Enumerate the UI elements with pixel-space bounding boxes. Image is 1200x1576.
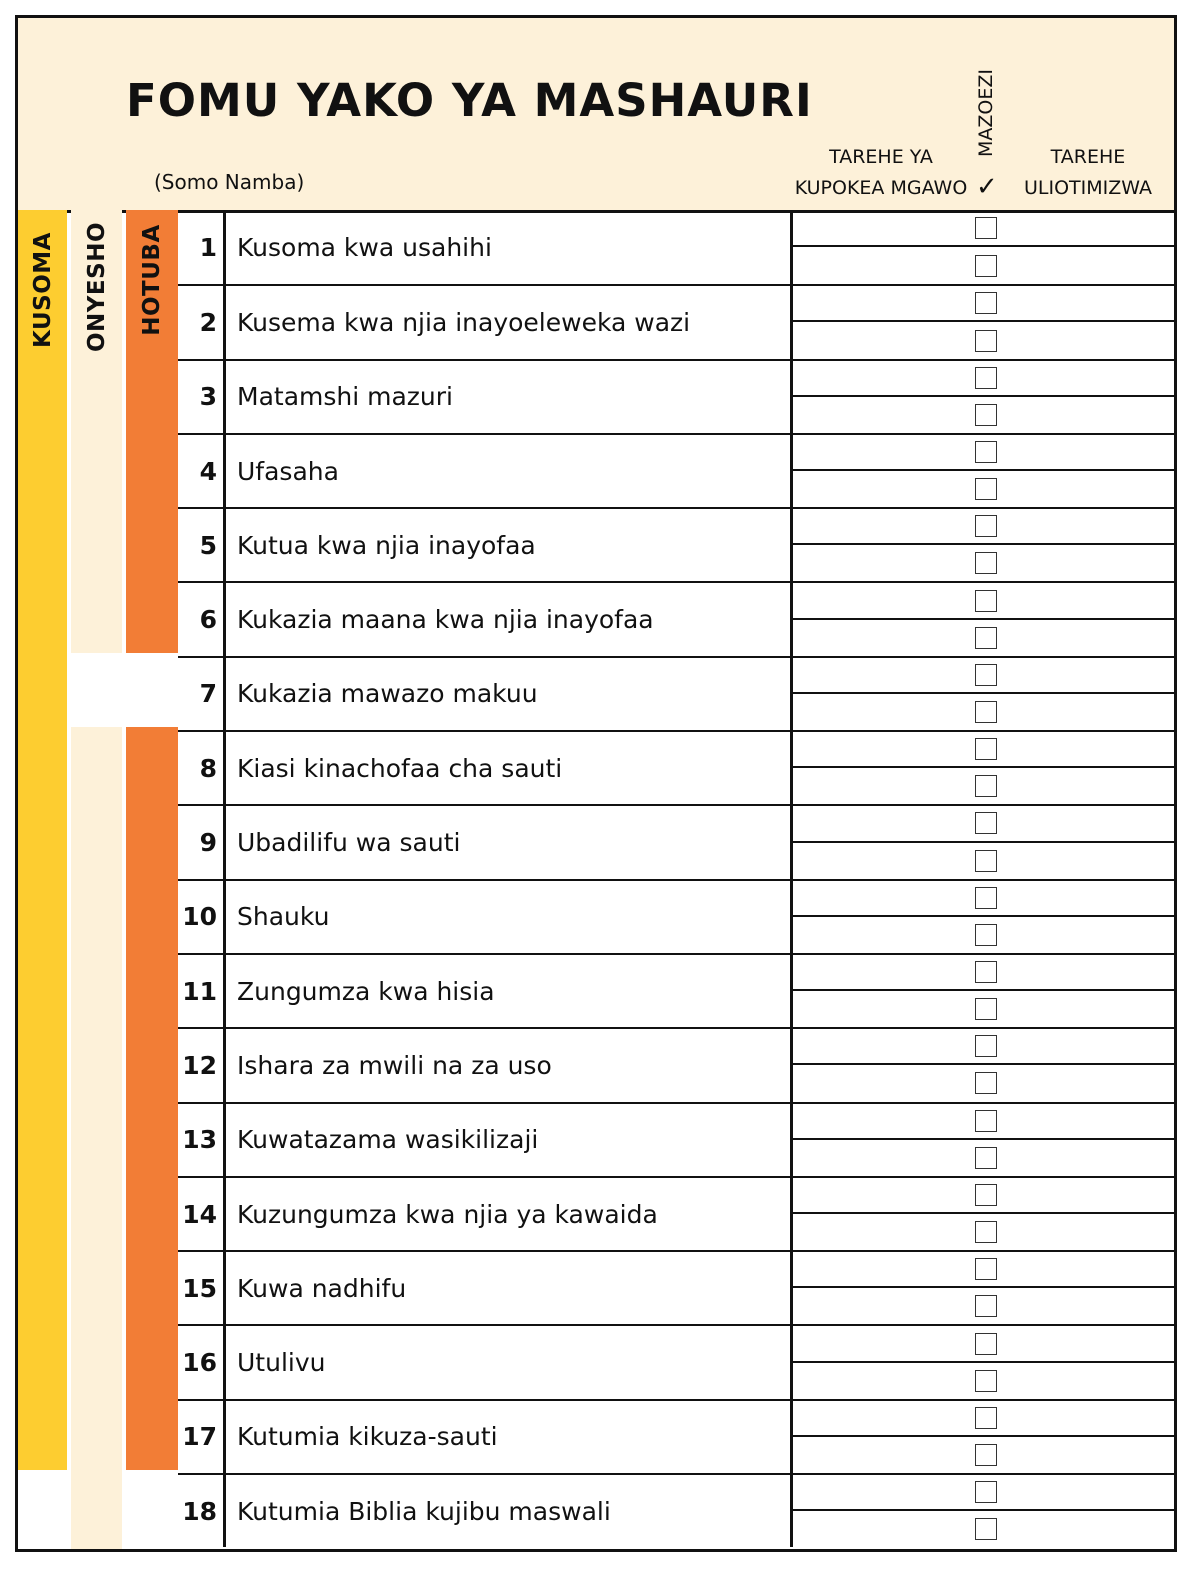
- practice-checkbox[interactable]: [975, 1518, 997, 1540]
- assignment-entry-line[interactable]: [793, 583, 1174, 619]
- assignment-entry-line[interactable]: [793, 694, 1174, 730]
- category-band-demonstration-continued: [71, 727, 122, 1552]
- assignment-entry-line[interactable]: [793, 1252, 1174, 1288]
- practice-checkbox[interactable]: [975, 1258, 997, 1280]
- lesson-title: Kutumia kikuza-sauti: [237, 1422, 498, 1452]
- assignment-entry-line[interactable]: [793, 1511, 1174, 1547]
- assignment-entry-line[interactable]: [793, 210, 1174, 247]
- column-header-date-completed-line1: TAREHE: [1050, 146, 1126, 168]
- lesson-row: [178, 730, 1174, 804]
- lesson-row: [178, 1399, 1174, 1473]
- practice-checkbox[interactable]: [975, 590, 997, 612]
- lesson-number: 7: [178, 658, 226, 730]
- lesson-number: 8: [178, 732, 226, 804]
- practice-checkbox[interactable]: [975, 255, 997, 277]
- practice-checkbox[interactable]: [975, 738, 997, 760]
- practice-checkbox[interactable]: [975, 1072, 997, 1094]
- lesson-number: 15: [178, 1252, 226, 1324]
- assignment-entry-line[interactable]: [793, 806, 1174, 842]
- lesson-row: [178, 507, 1174, 581]
- practice-checkbox[interactable]: [975, 404, 997, 426]
- lesson-row: [178, 210, 1174, 284]
- practice-checkbox[interactable]: [975, 627, 997, 649]
- practice-checkbox[interactable]: [975, 1444, 997, 1466]
- lesson-row: [178, 953, 1174, 1027]
- category-label-reading: KUSOMA: [29, 232, 56, 348]
- assignment-entry-line[interactable]: [793, 991, 1174, 1027]
- assignment-entry-line[interactable]: [793, 322, 1174, 358]
- practice-checkbox[interactable]: [975, 998, 997, 1020]
- practice-checkbox[interactable]: [975, 552, 997, 574]
- practice-checkbox[interactable]: [975, 887, 997, 909]
- lesson-title: Zungumza kwa hisia: [237, 976, 495, 1006]
- practice-checkbox[interactable]: [975, 924, 997, 946]
- lesson-title: Kusema kwa njia inayoeleweka wazi: [237, 307, 691, 337]
- category-label-talk: HOTUBA: [139, 224, 165, 336]
- assignment-entry-line[interactable]: [793, 545, 1174, 581]
- lesson-number: 3: [178, 361, 226, 433]
- lesson-title: Kuwa nadhifu: [237, 1273, 407, 1303]
- lesson-number: 6: [178, 583, 226, 655]
- practice-checkbox[interactable]: [975, 217, 997, 239]
- assignment-entry-line[interactable]: [793, 768, 1174, 804]
- lesson-row: [178, 1250, 1174, 1324]
- assignment-entry-line[interactable]: [793, 1363, 1174, 1399]
- lesson-title: Kiasi kinachofaa cha sauti: [237, 753, 563, 783]
- column-header-practice: [966, 68, 1006, 213]
- assignment-entry-line[interactable]: [793, 1326, 1174, 1362]
- practice-checkbox[interactable]: [975, 850, 997, 872]
- practice-checkbox[interactable]: [975, 1407, 997, 1429]
- practice-checkbox[interactable]: [975, 1295, 997, 1317]
- assignment-entry-line[interactable]: [793, 361, 1174, 397]
- practice-checkbox[interactable]: [975, 441, 997, 463]
- lesson-title: Ufasaha: [237, 456, 339, 486]
- category-band-talk-continued: [126, 727, 178, 1470]
- lesson-title: Ubadilifu wa sauti: [237, 828, 461, 858]
- column-header-practice-label: MAZOEZI: [975, 69, 997, 157]
- lesson-number: 2: [178, 286, 226, 358]
- practice-checkbox[interactable]: [975, 701, 997, 723]
- lesson-number: 4: [178, 435, 226, 507]
- practice-checkbox[interactable]: [975, 1481, 997, 1503]
- lesson-row: [178, 879, 1174, 953]
- category-band-talk: [126, 210, 178, 653]
- practice-checkbox[interactable]: [975, 1110, 997, 1132]
- lesson-title: Kuwatazama wasikilizaji: [237, 1125, 539, 1155]
- lesson-title: Kutua kwa njia inayofaa: [237, 530, 536, 560]
- assignment-entry-line[interactable]: [793, 1475, 1174, 1511]
- practice-checkbox[interactable]: [975, 664, 997, 686]
- lesson-number: 11: [178, 955, 226, 1027]
- assignment-entry-line[interactable]: [793, 1288, 1174, 1324]
- assignment-entry-line[interactable]: [793, 843, 1174, 879]
- lesson-row: [178, 284, 1174, 358]
- lesson-row: [178, 1027, 1174, 1101]
- assignment-entry-line[interactable]: [793, 1029, 1174, 1065]
- practice-checkbox[interactable]: [975, 478, 997, 500]
- category-band-reading: [18, 210, 67, 1470]
- lesson-title: Kusoma kwa usahihi: [237, 232, 492, 262]
- lesson-title: Kukazia maana kwa njia inayofaa: [237, 605, 654, 635]
- assignment-entry-line[interactable]: [793, 286, 1174, 322]
- lesson-title: Shauku: [237, 902, 330, 932]
- column-header-date-assigned-line2: KUPOKEA MGAWO: [794, 177, 968, 199]
- lesson-title: Utulivu: [237, 1348, 326, 1378]
- assignment-entry-line[interactable]: [793, 397, 1174, 433]
- practice-checkbox[interactable]: [975, 1333, 997, 1355]
- column-header-date-completed: [1003, 142, 1173, 204]
- assignment-entry-line[interactable]: [793, 881, 1174, 917]
- lesson-row: [178, 1102, 1174, 1176]
- assignment-entry-line[interactable]: [793, 732, 1174, 768]
- assignment-entry-line[interactable]: [793, 1401, 1174, 1437]
- lesson-row: [178, 656, 1174, 730]
- column-header-date-completed-line2: ULIOTIMIZWA: [1023, 177, 1153, 199]
- lesson-number: 14: [178, 1178, 226, 1250]
- assignment-entry-line[interactable]: [793, 509, 1174, 545]
- lesson-number-caption: (Somo Namba): [154, 170, 305, 194]
- assignment-entry-line[interactable]: [793, 1437, 1174, 1473]
- practice-checkbox[interactable]: [975, 775, 997, 797]
- lesson-title: Kutumia Biblia kujibu maswali: [237, 1496, 611, 1526]
- lesson-row: [178, 581, 1174, 655]
- lesson-row: [178, 1473, 1174, 1547]
- lesson-title: Kuzungumza kwa njia ya kawaida: [237, 1199, 658, 1229]
- practice-checkbox[interactable]: [975, 1035, 997, 1057]
- practice-checkbox[interactable]: [975, 330, 997, 352]
- lesson-number: 5: [178, 509, 226, 581]
- practice-checkbox[interactable]: [975, 515, 997, 537]
- assignment-entry-line[interactable]: [793, 1214, 1174, 1250]
- assignment-entry-line[interactable]: [793, 1065, 1174, 1101]
- lesson-number: 9: [178, 806, 226, 878]
- assignment-entry-line[interactable]: [793, 435, 1174, 471]
- practice-checkbox[interactable]: [975, 1147, 997, 1169]
- column-header-date-assigned: [788, 142, 974, 204]
- lesson-title: Matamshi mazuri: [237, 382, 453, 412]
- assignment-entry-line[interactable]: [793, 247, 1174, 284]
- lesson-number: 13: [178, 1104, 226, 1176]
- lesson-title: Kukazia mawazo makuu: [237, 679, 538, 709]
- practice-checkbox[interactable]: [975, 812, 997, 834]
- assignment-entry-line[interactable]: [793, 658, 1174, 694]
- lesson-row: [178, 359, 1174, 433]
- lesson-number: 10: [178, 881, 226, 953]
- lesson-number: 1: [178, 210, 226, 284]
- lesson-row: [178, 1324, 1174, 1398]
- page-title: FOMU YAKO YA MASHAURI: [126, 74, 813, 127]
- counsel-form: [15, 15, 1177, 1552]
- lesson-number: 18: [178, 1475, 226, 1547]
- check-mark-icon: ✓: [976, 172, 998, 202]
- category-label-demonstration: ONYESHO: [83, 221, 110, 353]
- practice-checkbox[interactable]: [975, 961, 997, 983]
- lesson-title: Ishara za mwili na za uso: [237, 1050, 552, 1080]
- assignment-entry-line[interactable]: [793, 620, 1174, 656]
- assignment-entry-line[interactable]: [793, 955, 1174, 991]
- practice-checkbox[interactable]: [975, 292, 997, 314]
- lesson-row: [178, 804, 1174, 878]
- practice-checkbox[interactable]: [975, 1184, 997, 1206]
- lesson-number: 12: [178, 1029, 226, 1101]
- assignment-entry-line[interactable]: [793, 1178, 1174, 1214]
- form-header: [18, 18, 1174, 213]
- lesson-list: [178, 210, 1174, 1547]
- lesson-number: 16: [178, 1326, 226, 1398]
- lesson-row: [178, 433, 1174, 507]
- assignment-entry-line[interactable]: [793, 1104, 1174, 1140]
- practice-checkbox[interactable]: [975, 1221, 997, 1243]
- assignment-entry-line[interactable]: [793, 917, 1174, 953]
- lesson-row: [178, 1176, 1174, 1250]
- assignment-entry-line[interactable]: [793, 471, 1174, 507]
- assignment-entry-line[interactable]: [793, 1140, 1174, 1176]
- category-band-demonstration: [71, 210, 122, 653]
- practice-checkbox[interactable]: [975, 367, 997, 389]
- practice-checkbox[interactable]: [975, 1370, 997, 1392]
- column-header-date-assigned-line1: TAREHE YA: [829, 146, 933, 168]
- lesson-number: 17: [178, 1401, 226, 1473]
